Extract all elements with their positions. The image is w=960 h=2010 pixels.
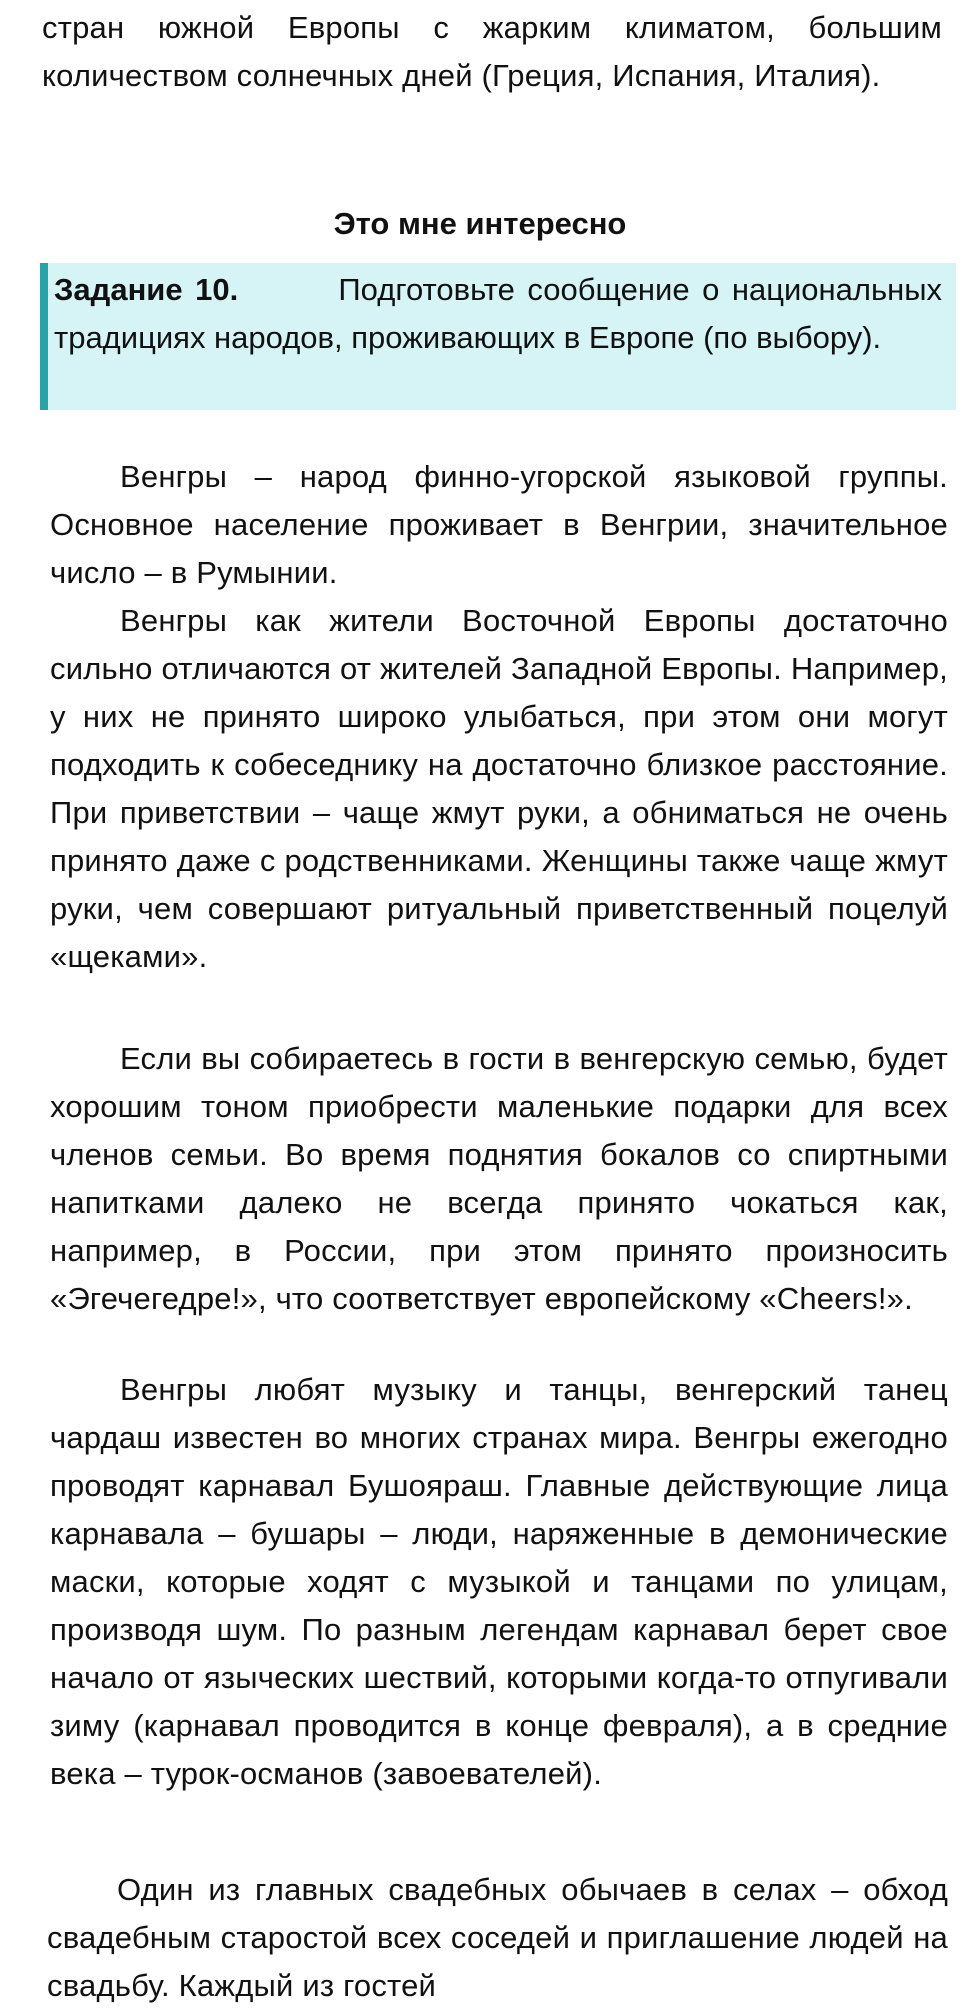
body-paragraph — [50, 597, 948, 981]
task-description: Подготовьте сообщение о национальных традициях народов, проживающих в Европе (по выбору). — [54, 272, 943, 355]
task-callout-text — [54, 266, 942, 362]
body-paragraph — [47, 1866, 948, 2010]
section-heading: Это мне интересно — [333, 206, 627, 241]
intro-paragraph: стран южной Европы с жарким климатом, большим количеством солнечных дней (Греция, Испания, Италия). — [42, 10, 942, 93]
body-paragraph — [50, 453, 948, 597]
task-separator — [251, 272, 326, 307]
body-paragraph — [50, 1366, 948, 1798]
paragraph-text: Венгры как жители Восточной Европы достаточно сильно отличаются от жителей Западной Европы. Например, у них не принято широко улыбаться, при этом они могут подходить к собеседнику на достаточно близкое расстояние. При приветствии – чаще жмут руки, а обниматься не очень принято даже с родственниками. Женщины также чаще жмут руки, чем совершают ритуальный приветственный поцелуй «щеками». — [50, 603, 948, 974]
paragraph-text: Если вы собираетесь в гости в венгерскую семью, будет хорошим тоном приобрести маленькие подарки для всех членов семьи. Во время поднятия бокалов со спиртными напитками далеко не всегда принято чокаться как, например, в России, при этом принято произносить «Эгечегедре!», что соответствует европейскому «Cheers!». — [50, 1041, 948, 1316]
paragraph-text: Венгры – народ финно-угорской языковой группы. Основное население проживает в Венгрии, значительное число – в Румынии. — [50, 459, 948, 590]
task-label: Задание 10. — [54, 272, 239, 307]
paragraph-text: Один из главных свадебных обычаев в селах – обход свадебным старостой всех соседей и приглашение людей на свадьбу. Каждый из гостей — [47, 1872, 948, 2003]
paragraph-text: Венгры любят музыку и танцы, венгерский танец чардаш известен во многих странах мира. Венгры ежегодно проводят карнавал Бушояраш. Главные действующие лица карнавала – бушары – люди, наряженные в демонические маски, которые ходят с музыкой и танцами по улицам, производя шум. По разным легендам карнавал берет свое начало от языческих шествий, которыми когда-то отпугивали зиму (карнавал проводится в конце февраля), а в средние века – турок-османов (завоевателей). — [50, 1372, 948, 1791]
body-paragraph — [50, 1035, 948, 1323]
